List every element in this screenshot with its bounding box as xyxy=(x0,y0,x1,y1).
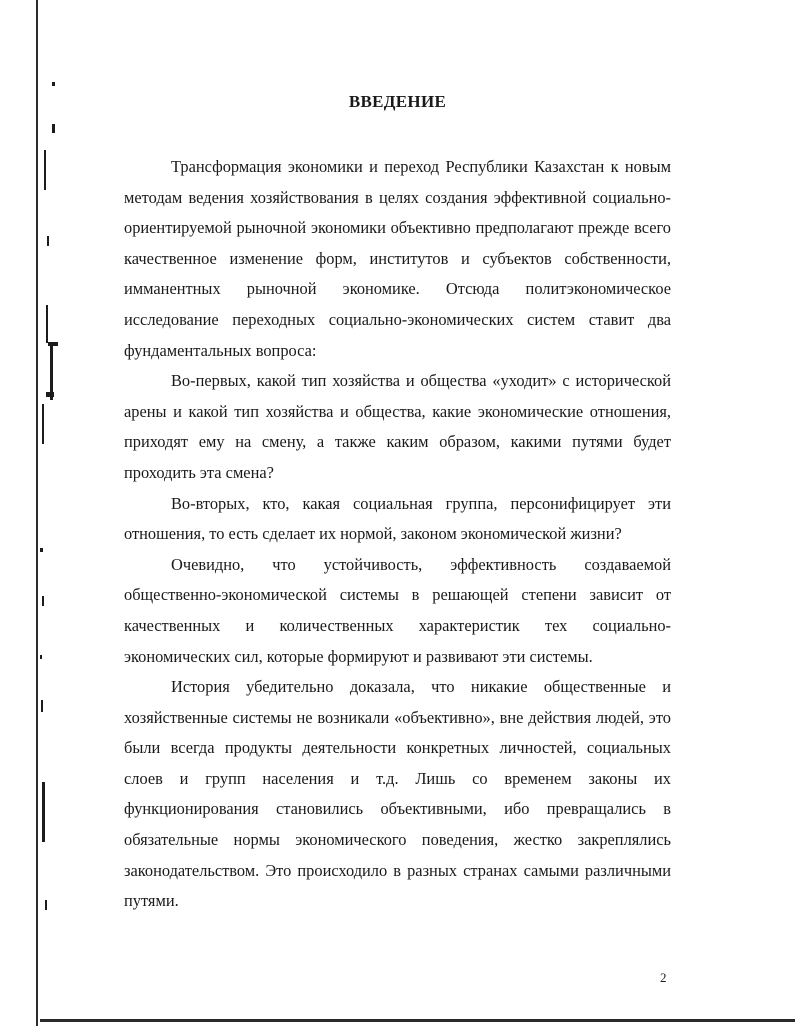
scan-artifact xyxy=(42,596,44,606)
paragraph-4: Очевидно, что устойчивость, эффективность создаваемой общественно-экономической системы в решающей степени зависит от качественных и количественных характеристик тех социально-экономических сил, которые формируют и развивают эти системы. xyxy=(124,554,671,666)
scan-artifact xyxy=(42,782,45,842)
scan-artifact xyxy=(47,236,49,246)
scan-artifact xyxy=(40,655,42,659)
paragraph-5: История убедительно доказала, что никакие общественные и хозяйственные системы не возникали «объективно», вне действия людей, это были всегда продукты деятельности конкретных личностей, социальных слоев и групп населения и т.д. Лишь со временем законы их функционирования становились объективными, ибо превращались в обязательные нормы экономического поведения, жестко закреплялись законодательством. Это происходило в разных странах самыми различными путями. xyxy=(124,677,671,911)
document-title: ВВЕДЕНИЕ xyxy=(348,92,447,111)
scan-artifact xyxy=(52,124,55,133)
scan-artifact xyxy=(41,700,43,712)
scan-artifact xyxy=(42,404,44,444)
scan-bottom-line xyxy=(40,1019,795,1022)
page-number: 2 xyxy=(660,970,667,985)
scan-artifact xyxy=(46,305,48,343)
scan-artifact xyxy=(40,548,43,552)
paragraph-2: Во-первых, какой тип хозяйства и общества «уходит» с исторической арены и какой тип хозяйства и общества, какие экономические отношения, приходят ему на смену, а также каким образом, какими путями будет проходить эта смена? xyxy=(124,371,671,482)
paragraph-1: Трансформация экономики и переход Республики Казахстан к новым методам ведения хозяйствования в целях создания эффективной социально-ориентируемой рыночной экономики объективно предполагают прежде всего качественное изменение форм, институтов и субъектов собственности, имманентных рыночной экономике. Отсюда политэкономическое исследование переходных социально-экономических систем ставит два фундаментальных вопроса: xyxy=(124,157,671,360)
scan-artifact xyxy=(45,900,47,910)
scan-artifact xyxy=(46,392,54,397)
scan-artifact xyxy=(52,82,55,86)
paragraph-3: Во-вторых, кто, какая социальная группа, персонифицирует эти отношения, то есть сделает их нормой, законом экономической жизни? xyxy=(124,493,671,544)
scan-edge-line xyxy=(36,0,38,1026)
document-body xyxy=(124,152,671,917)
scan-artifact xyxy=(44,150,46,190)
